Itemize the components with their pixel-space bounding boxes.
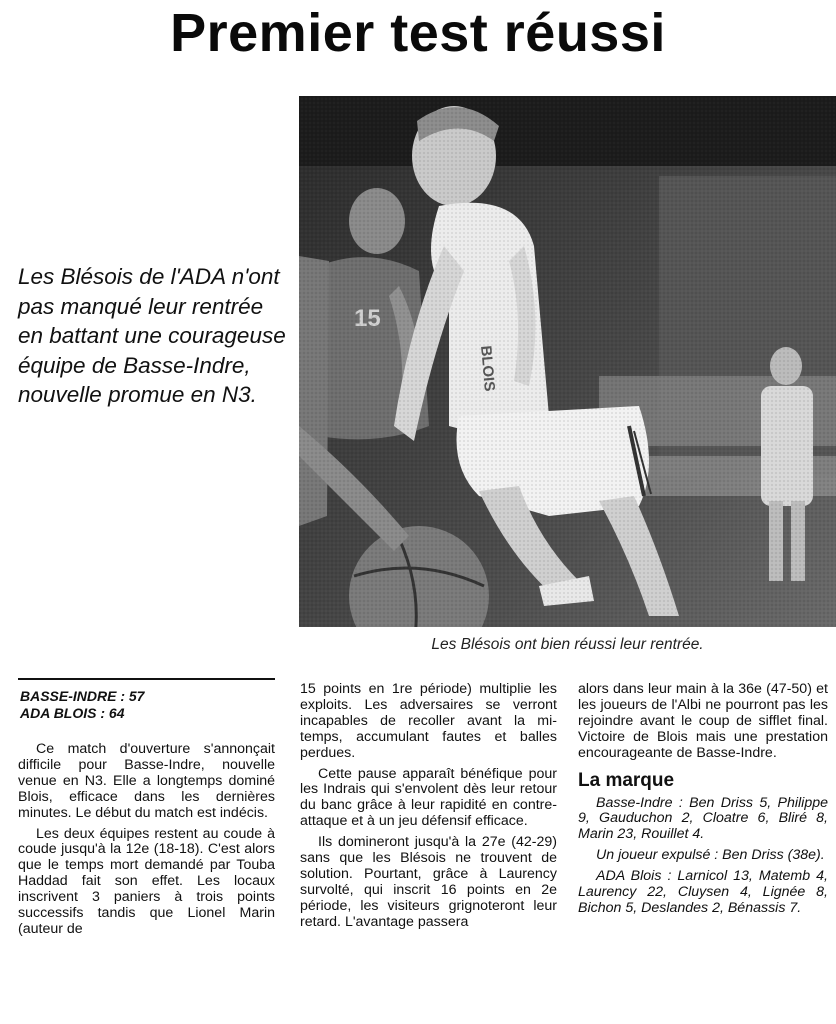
basketball-photo (299, 96, 836, 627)
article-paragraph: 15 points en 1re période) multiplie les exploits. Les adversaires se verront incapables de recoller avant la mi-temps, accumulant fautes et balles perdues. (300, 681, 557, 761)
score-rule (18, 678, 275, 680)
marque-basse-indre: Basse-Indre : Ben Driss 5, Philippe 9, Gauduchon 2, Cloatre 6, Bliré 8, Marin 23, Rouillet 4. (578, 794, 828, 843)
score-line-ada-blois: ADA BLOIS : 64 (20, 705, 125, 721)
score-line-basse-indre: BASSE-INDRE : 57 (20, 688, 145, 704)
article-column-1 (18, 742, 275, 943)
marque-title: La marque (578, 769, 675, 791)
article-paragraph: alors dans leur main à la 36e (47-50) et les joueurs de l'Albi ne pourront pas les rejoindre avant le coup de sifflet final. Victoire de Blois mais une prestation encourageante de Basse-Indre. (578, 681, 828, 761)
marque-ada-blois: ADA Blois : Larnicol 13, Matemb 4, Laurency 22, Cluysen 4, Lignée 8, Bichon 5, Deslandes 2, Bénassis 7. (578, 868, 828, 916)
headline: Premier test réussi (170, 3, 666, 63)
marque-expulse: Un joueur expulsé : Ben Driss (38e). (596, 847, 825, 864)
photo-caption: Les Blésois ont bien réussi leur rentrée. (431, 636, 704, 653)
article-paragraph: Ce match d'ouverture s'annonçait difficile pour Basse-Indre, nouvelle venue en N3. Elle a longtemps dominé Blois, efficace dans les dernières minutes. Le début du match est indécis. (18, 741, 275, 821)
score-box (20, 688, 275, 722)
article-paragraph: Cette pause apparaît bénéfique pour les Indrais qui s'envolent dès leur retour du banc grâce à leur rapidité en contre-attaque et à un jeu défensif efficace. (300, 765, 557, 830)
article-paragraph: Ils domineront jusqu'à la 27e (42-29) sans que les Blésois ne trouvent de solution. Pourtant, grâce à Laurency survolté, qui inscrit 16 points en 2e période, les visiteurs grignoteront leur retard. L'avantage passera (300, 834, 557, 930)
lead-paragraph: Les Blésois de l'ADA n'ont pas manqué leur rentrée en battant une courageuse équipe de Basse-Indre, nouvelle promue en N3. (18, 264, 286, 407)
article-column-2 (300, 682, 557, 936)
article-column-3 (578, 682, 828, 922)
article-paragraph: Les deux équipes restent au coude à coude jusqu'à la 12e (18-18). C'est alors que le temps mort demandé par Touba Haddad fait son effet. Les locaux inscrivent 3 paniers à trois points successifs tandis que Lionel Marin (auteur de (18, 825, 275, 937)
